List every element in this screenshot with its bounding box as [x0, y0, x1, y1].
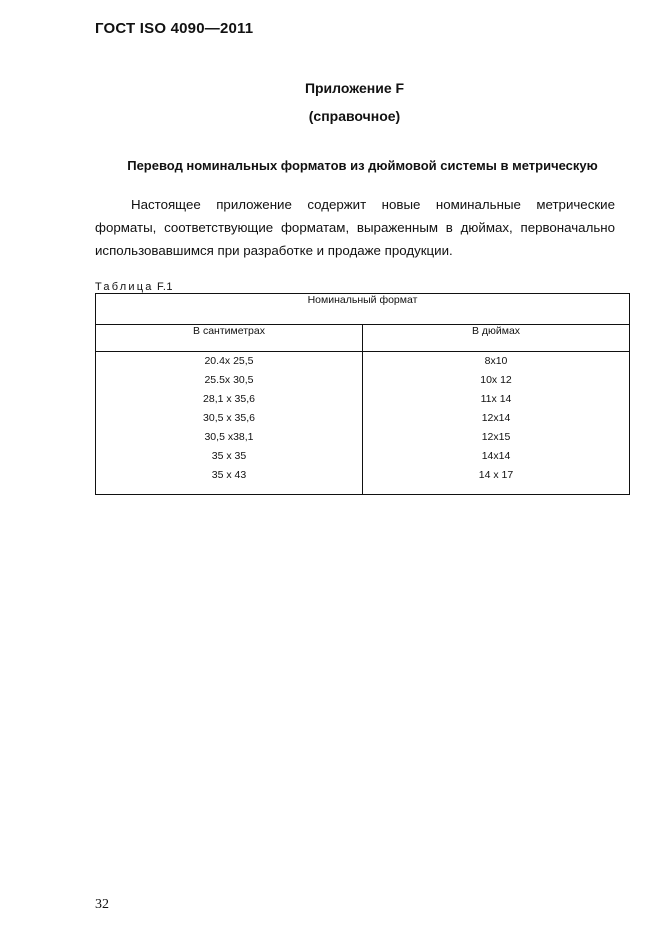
in-value: 11х 14: [480, 393, 512, 405]
in-value: 14х14: [481, 450, 511, 462]
in-value: 14 х 17: [478, 469, 514, 481]
section-title: Перевод номинальных форматов из дюймовой системы в метрическую: [127, 158, 598, 173]
format-table: [95, 293, 630, 495]
appendix-title: Приложение F: [304, 80, 405, 96]
in-value: 12х14: [481, 412, 511, 424]
document-header: ГОСТ ISO 4090—2011: [95, 20, 254, 37]
in-values-cell: [363, 352, 630, 495]
body-paragraph: Настоящее приложение содержит новые номинальные метрические форматы, соответствующие форматам, выраженным в дюймах, первоначально использовавшимся при разработке и продаже продукции.: [95, 197, 615, 258]
page-number: 32: [95, 897, 109, 912]
table-group-header: Номинальный формат: [96, 294, 630, 325]
cm-value: 35 х 43: [211, 469, 247, 481]
cm-value: 30,5 х 35,6: [203, 412, 255, 424]
appendix-subtitle: (справочное): [308, 108, 401, 124]
column-header-cm: В сантиметрах: [96, 325, 363, 352]
table-caption: [95, 281, 173, 293]
cm-value: 30,5 х38,1: [204, 431, 254, 443]
cm-value: 35 х 35: [211, 450, 247, 462]
table-caption-word: Таблица: [95, 281, 154, 293]
in-value: 10х 12: [480, 374, 512, 386]
table-caption-number: F.1: [157, 281, 173, 293]
cm-values-cell: [96, 352, 363, 495]
in-value: 8х10: [484, 355, 508, 367]
in-value: 12х15: [481, 431, 511, 443]
cm-value: 20.4х 25,5: [204, 355, 254, 367]
cm-value: 25.5х 30,5: [204, 374, 254, 386]
column-header-in: В дюймах: [363, 325, 630, 352]
cm-value: 28,1 х 35,6: [203, 393, 255, 405]
